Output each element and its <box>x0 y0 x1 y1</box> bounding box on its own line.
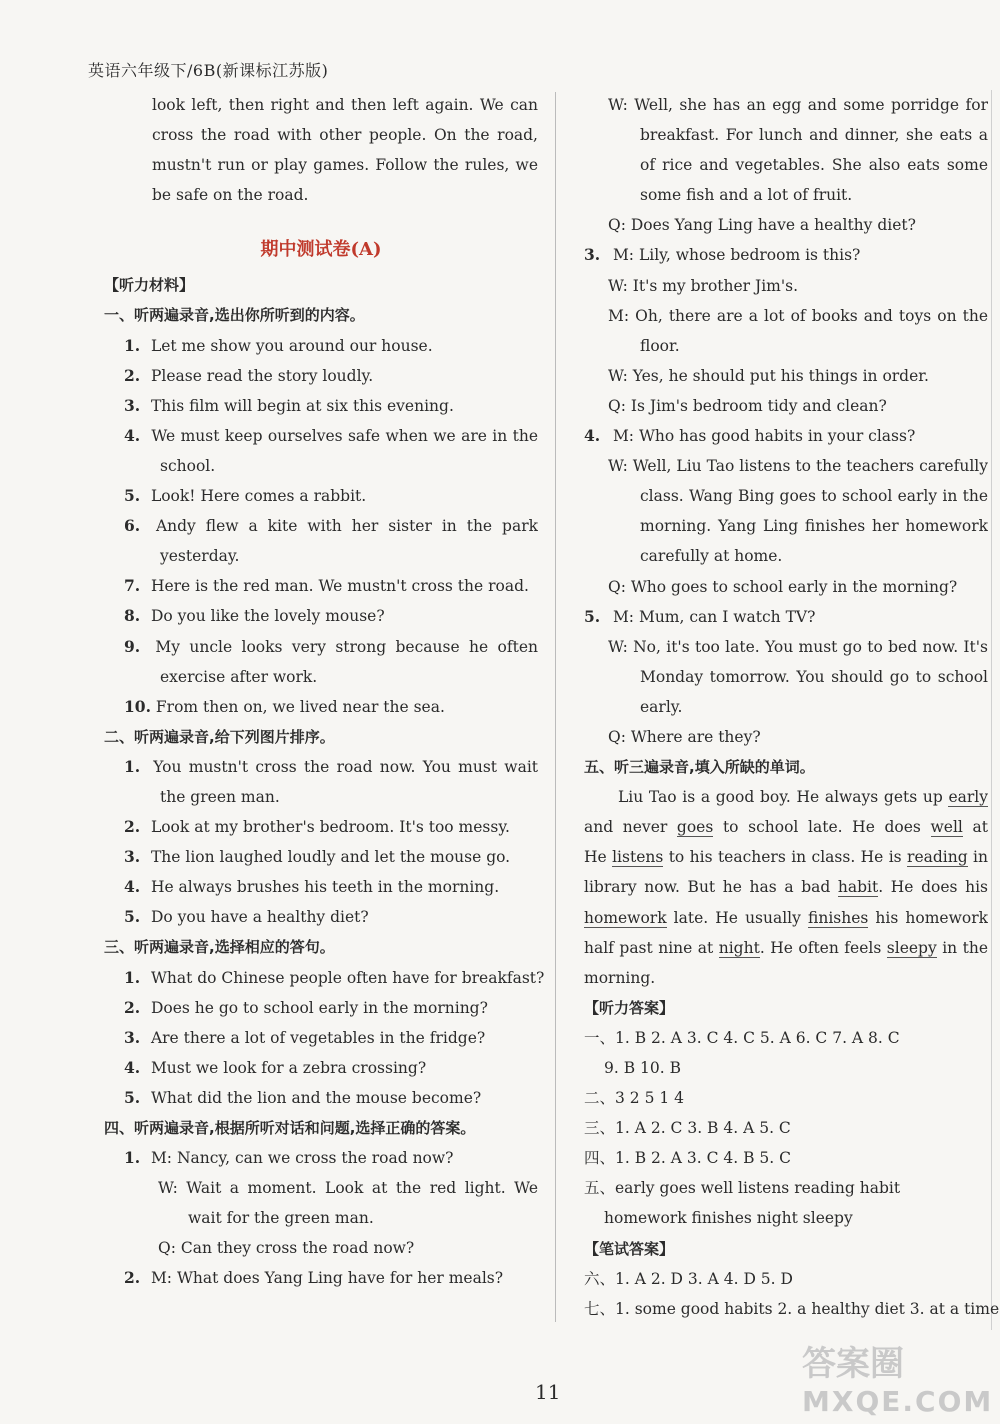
answer-line <box>584 1234 988 1264</box>
right-line <box>584 210 988 240</box>
answer-line <box>584 1053 988 1083</box>
line-text: M: Oh, there are a lot of books and toys on the <box>608 306 988 325</box>
line-text: 五、early goes well listens reading habit <box>584 1179 901 1198</box>
line-text: From then on, we lived near the sea. <box>155 697 445 716</box>
item-number: 6. <box>124 516 141 536</box>
line-text: exercise after work. <box>160 667 318 686</box>
right-line <box>584 722 988 752</box>
line-text: Q: Does Yang Ling have a healthy diet? <box>608 216 916 235</box>
fill-in-passage <box>584 782 988 993</box>
item-number: 1. <box>124 335 141 355</box>
right-line <box>584 481 988 511</box>
answer-line <box>584 1143 988 1173</box>
line-text: M: Mum, can I watch TV? <box>612 607 816 626</box>
passage-line: morning. <box>584 968 656 987</box>
line-text: wait for the green man. <box>188 1209 374 1228</box>
line-text: class. Wang Bing goes to school early in the <box>640 487 988 506</box>
line-text: W: Yes, he should put his things in order. <box>608 366 929 385</box>
left-line <box>104 932 538 962</box>
right-line <box>584 572 988 602</box>
left-line <box>104 391 538 421</box>
right-line <box>584 240 988 270</box>
line-text: morning. Yang Ling finishes her homework <box>640 517 988 536</box>
page-header: 英语六年级下/6B(新课标江苏版) <box>88 61 329 80</box>
line-text: school. <box>160 456 216 475</box>
item-number: 4. <box>124 425 141 445</box>
right-line <box>584 451 988 481</box>
item-number: 2. <box>124 1268 141 1288</box>
line-text: 期中测试卷(A) <box>260 239 382 261</box>
right-line <box>584 180 988 210</box>
item-number: 3. <box>124 395 141 415</box>
right-line <box>584 632 988 662</box>
left-line <box>104 210 538 270</box>
left-line <box>104 812 538 842</box>
answer-line <box>584 993 988 1023</box>
line-text: cross the road with other people. On the road, <box>152 126 538 145</box>
passage-line: He listens to his teachers in class. He is reading in <box>584 848 988 867</box>
item-number: 9. <box>124 636 141 656</box>
right-line <box>584 541 988 571</box>
line-text: W: No, it's too late. You must go to bed now. It's <box>608 637 988 656</box>
line-text: of rice and vegetables. She also eats some <box>640 156 988 175</box>
right-line <box>584 361 988 391</box>
left-line <box>104 692 538 722</box>
answer-line <box>584 1203 988 1233</box>
line-text: homework finishes night sleepy <box>604 1209 853 1228</box>
left-line <box>104 180 538 210</box>
item-number: 7. <box>124 576 141 596</box>
line-text: Must we look for a zebra crossing? <box>150 1058 427 1077</box>
item-number: 5. <box>124 486 141 506</box>
filled-answer: habit <box>837 878 879 897</box>
item-number: 1. <box>124 1148 141 1168</box>
left-line <box>104 722 538 752</box>
line-text: Monday tomorrow. You should go to school <box>640 667 988 686</box>
line-text: What do Chinese people often have for breakfast? <box>150 968 545 987</box>
answer-line <box>584 1083 988 1113</box>
left-line <box>104 270 538 300</box>
answer-line <box>584 1294 1000 1324</box>
passage-line: Liu Tao is a good boy. He always gets up early <box>618 788 988 807</box>
line-text: Q: Where are they? <box>608 727 761 746</box>
line-text: Here is the red man. We mustn't cross the road. <box>150 577 529 596</box>
answer-line <box>584 1113 988 1143</box>
right-line <box>584 271 988 301</box>
line-text: Look at my brother's bedroom. It's too messy. <box>150 818 510 837</box>
line-text: Q: Who goes to school early in the morning? <box>608 577 958 596</box>
left-line <box>104 361 538 391</box>
answer-line <box>584 1173 988 1203</box>
left-line <box>104 541 538 571</box>
line-text: My uncle looks very strong because he often <box>155 637 538 656</box>
line-text: 三、听两遍录音,选择相应的答句。 <box>104 938 335 957</box>
watermark-line1: 答案圈 <box>802 1344 904 1384</box>
right-line <box>584 421 988 451</box>
right-line <box>584 120 988 150</box>
item-number: 10. <box>124 696 151 716</box>
item-number: 2. <box>124 997 141 1017</box>
left-line <box>104 90 538 120</box>
filled-answer: homework <box>584 908 667 927</box>
line-text: 一、听两遍录音,选出你所听到的内容。 <box>104 306 365 325</box>
right-line <box>584 692 988 722</box>
line-text: M: Who has good habits in your class? <box>612 427 916 446</box>
passage-line: half past nine at night. He often feels sleepy in the <box>584 938 988 957</box>
line-text: Do you have a healthy diet? <box>150 908 369 927</box>
item-number: 5. <box>124 1087 141 1107</box>
filled-answer: finishes <box>808 908 869 927</box>
line-text: Q: Is Jim's bedroom tidy and clean? <box>608 396 887 415</box>
right-line <box>584 602 988 632</box>
left-line <box>104 601 538 631</box>
line-text: 六、1. A 2. D 3. A 4. D 5. D <box>584 1269 793 1288</box>
right-line <box>584 301 988 331</box>
right-line <box>584 391 988 421</box>
filled-answer: night <box>718 938 760 957</box>
item-number: 3. <box>124 1027 141 1047</box>
passage-line: homework late. He usually finishes his homework <box>584 908 988 927</box>
item-number: 4. <box>584 426 601 446</box>
line-text: W: Wait a moment. Look at the red light. We <box>158 1179 538 1198</box>
line-text: 二、听两遍录音,给下列图片排序。 <box>104 727 335 746</box>
line-text: 四、听两遍录音,根据所听对话和问题,选择正确的答案。 <box>104 1119 476 1137</box>
right-column-dialogues <box>584 90 988 782</box>
line-text: W: Well, she has an egg and some porridge for <box>608 96 988 114</box>
left-line <box>104 1113 538 1143</box>
filled-answer: early <box>948 788 988 807</box>
line-text: 一、1. B 2. A 3. C 4. C 5. A 6. C 7. A 8. C <box>584 1028 900 1047</box>
filled-answer: goes <box>676 818 714 837</box>
item-number: 8. <box>124 606 141 626</box>
item-number: 4. <box>124 1057 141 1077</box>
line-text: mustn't run or play games. Follow the rules, we <box>152 156 538 175</box>
line-text: This film will begin at six this evening. <box>150 396 454 415</box>
line-text: Q: Can they cross the road now? <box>158 1239 415 1258</box>
line-text: Please read the story loudly. <box>150 366 374 385</box>
left-line <box>104 1263 538 1293</box>
line-text: the green man. <box>160 787 280 806</box>
line-text: 【笔试答案】 <box>584 1239 675 1258</box>
left-line <box>104 451 538 481</box>
left-line <box>104 300 538 330</box>
line-text: He always brushes his teeth in the morning. <box>150 878 500 897</box>
right-column <box>584 90 1000 1324</box>
left-column <box>104 90 545 1294</box>
line-text: early. <box>640 697 683 716</box>
line-text: look left, then right and then left again. We can <box>152 96 538 114</box>
passage-line: library now. But he has a bad habit. He does his <box>584 878 988 897</box>
left-line <box>104 571 538 601</box>
left-line <box>104 632 538 662</box>
left-line <box>104 662 538 692</box>
column-divider <box>555 92 556 1322</box>
left-line <box>104 752 538 782</box>
filled-answer: well <box>930 818 963 837</box>
left-line <box>104 993 538 1023</box>
line-text: Are there a lot of vegetables in the fridge? <box>150 1028 486 1047</box>
line-text: be safe on the road. <box>152 186 309 205</box>
answer-section <box>584 993 1000 1324</box>
answer-line <box>584 1023 988 1053</box>
item-number: 5. <box>124 907 141 927</box>
left-line <box>104 511 538 541</box>
line-text: Does he go to school early in the morning? <box>150 998 488 1017</box>
left-line <box>104 1023 538 1053</box>
line-text: M: What does Yang Ling have for her meals? <box>150 1269 504 1288</box>
right-line <box>584 662 988 692</box>
line-text: 七、1. some good habits 2. a healthy diet 3. at a time <box>584 1299 1000 1318</box>
item-number: 1. <box>124 967 141 987</box>
left-line <box>104 481 538 511</box>
right-line <box>584 511 988 541</box>
left-line <box>104 1143 538 1173</box>
line-text: W: Well, Liu Tao listens to the teachers carefully <box>608 457 988 476</box>
right-line <box>584 90 988 120</box>
line-text: floor. <box>640 336 680 355</box>
line-text: M: Lily, whose bedroom is this? <box>612 246 861 265</box>
line-text: What did the lion and the mouse become? <box>150 1088 482 1107</box>
line-text: You mustn't cross the road now. You must wait <box>153 757 538 776</box>
right-line <box>584 331 988 361</box>
right-line <box>584 752 988 782</box>
left-line <box>104 1083 538 1113</box>
passage-line: and never goes to school late. He does well at <box>584 818 988 837</box>
left-line <box>104 421 538 451</box>
item-number: 4. <box>124 877 141 897</box>
left-line <box>104 331 538 361</box>
watermark-line2: MXQE.COM <box>802 1385 994 1418</box>
left-line <box>104 872 538 902</box>
item-number: 5. <box>584 606 601 626</box>
filled-answer: listens <box>612 848 664 867</box>
line-text: 【听力答案】 <box>584 998 675 1017</box>
line-text: Andy flew a kite with her sister in the park <box>155 517 538 536</box>
left-line <box>104 1173 538 1203</box>
left-line <box>104 150 538 180</box>
line-text: 五、听三遍录音,填入所缺的单词。 <box>584 758 815 777</box>
left-line <box>104 902 538 932</box>
filled-answer: reading <box>907 848 968 867</box>
line-text: Look! Here comes a rabbit. <box>150 487 367 506</box>
line-text: W: It's my brother Jim's. <box>608 276 799 295</box>
left-line <box>104 1053 538 1083</box>
item-number: 2. <box>124 365 141 385</box>
line-text: Do you like the lovely mouse? <box>150 607 385 626</box>
item-number: 3. <box>584 245 601 265</box>
line-text: 9. B 10. B <box>604 1059 682 1077</box>
left-line <box>104 1233 538 1263</box>
answer-line <box>584 1264 988 1294</box>
page-edge <box>991 90 1000 1330</box>
line-text: The lion laughed loudly and let the mouse go. <box>150 848 511 867</box>
line-text: We must keep ourselves safe when we are in the <box>151 426 538 445</box>
right-line <box>584 150 988 180</box>
left-line <box>104 120 538 150</box>
line-text: breakfast. For lunch and dinner, she eats a <box>640 126 988 145</box>
watermark-logo <box>802 1336 992 1416</box>
line-text: M: Nancy, can we cross the road now? <box>150 1149 454 1168</box>
line-text: Let me show you around our house. <box>150 336 433 355</box>
line-text: yesterday. <box>160 547 240 566</box>
page-number: 11 <box>535 1380 561 1404</box>
line-text: 【听力材料】 <box>104 276 195 295</box>
line-text: 三、1. A 2. C 3. B 4. A 5. C <box>584 1119 791 1138</box>
line-text: 二、3 2 5 1 4 <box>584 1089 685 1108</box>
left-line <box>104 963 545 993</box>
item-number: 1. <box>124 756 141 776</box>
line-text: carefully at home. <box>640 547 783 566</box>
filled-answer: sleepy <box>886 938 937 957</box>
line-text: 四、1. B 2. A 3. C 4. B 5. C <box>584 1149 791 1168</box>
left-line <box>104 782 538 812</box>
left-line <box>104 1203 538 1233</box>
line-text: some fish and a lot of fruit. <box>640 186 853 205</box>
item-number: 2. <box>124 817 141 837</box>
left-line <box>104 842 538 872</box>
item-number: 3. <box>124 847 141 867</box>
